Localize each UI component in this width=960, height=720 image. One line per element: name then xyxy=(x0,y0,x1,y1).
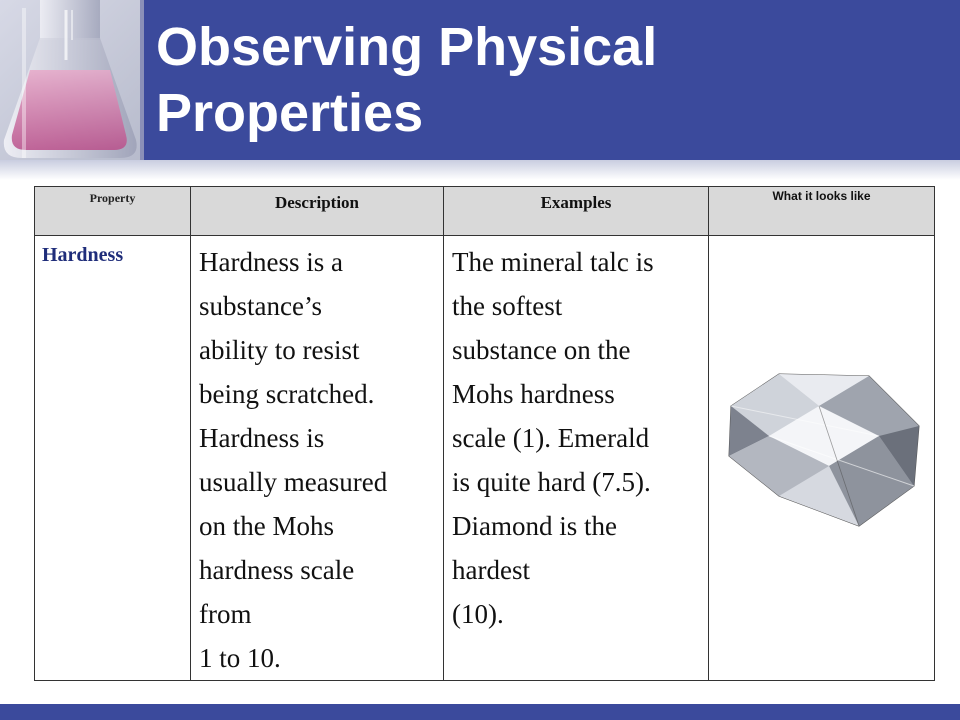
description-line: usually measured xyxy=(199,467,388,497)
header-description: Description xyxy=(191,187,444,236)
description-line: ability to resist xyxy=(199,335,360,365)
table-header-row xyxy=(35,187,935,236)
description-line: on the Mohs xyxy=(199,511,334,541)
property-cell: Hardness xyxy=(35,236,191,681)
header-examples: Examples xyxy=(444,187,709,236)
description-line: Hardness is xyxy=(199,423,325,453)
examples-cell xyxy=(444,236,709,681)
examples-line: substance on the xyxy=(452,335,631,365)
image-cell xyxy=(709,236,935,681)
examples-line: is quite hard (7.5). xyxy=(452,467,651,497)
description-cell xyxy=(191,236,444,681)
description-line: hardness scale xyxy=(199,555,355,585)
examples-line: hardest xyxy=(452,555,530,585)
examples-line: The mineral talc is xyxy=(452,247,654,277)
flask-image xyxy=(0,0,142,160)
description-line: being scratched. xyxy=(199,379,375,409)
diamond-image xyxy=(719,366,929,541)
examples-line: (10). xyxy=(452,599,504,629)
slide-title: Observing Physical Properties xyxy=(156,17,658,143)
examples-line: scale (1). Emerald xyxy=(452,423,650,453)
description-line: substance’s xyxy=(199,291,322,321)
description-line: 1 to 10. xyxy=(199,643,281,673)
header-property: Property xyxy=(35,187,191,236)
description-line: from xyxy=(199,599,252,629)
slide-footer xyxy=(0,704,960,720)
properties-table xyxy=(34,186,935,681)
header-divider xyxy=(140,0,144,160)
examples-line: the softest xyxy=(452,291,563,321)
examples-line: Diamond is the xyxy=(452,511,617,541)
table-row xyxy=(35,236,935,681)
header-fade xyxy=(0,160,960,180)
examples-line: Mohs hardness xyxy=(452,379,615,409)
header-looks-like: What it looks like xyxy=(709,187,935,236)
description-line: Hardness is a xyxy=(199,247,343,277)
